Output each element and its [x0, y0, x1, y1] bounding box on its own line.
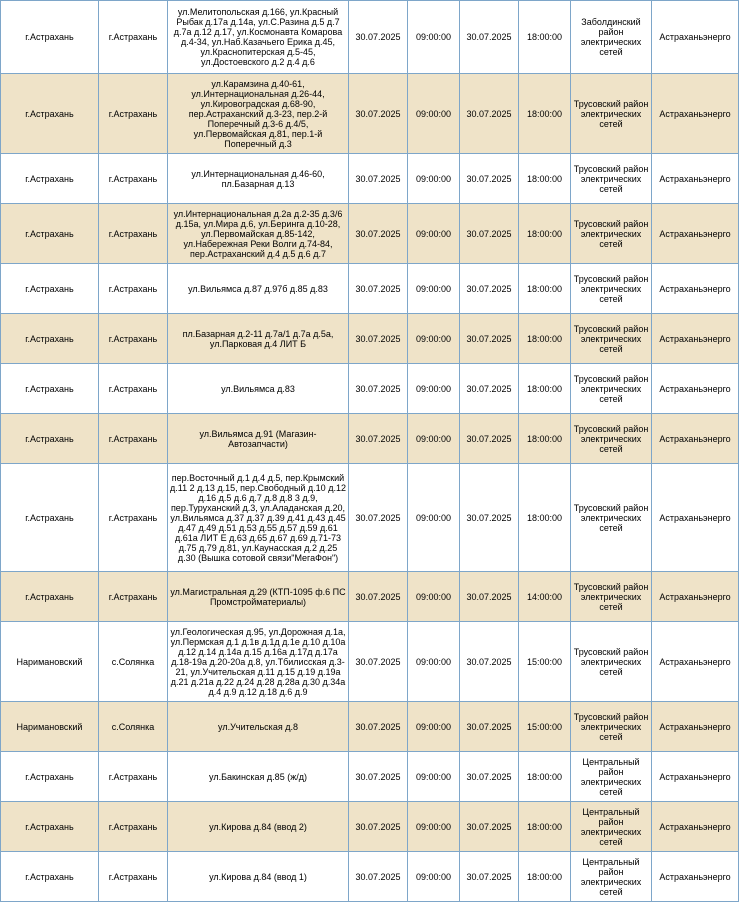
address-cell: ул.Вильямса д.87 д.97б д.85 д.83 — [168, 264, 349, 314]
network-cell: Центральный район электрических сетей — [571, 802, 652, 852]
start-time-cell: 09:00:00 — [408, 204, 460, 264]
network-cell: Трусовский район электрических сетей — [571, 364, 652, 414]
end-time-cell: 18:00:00 — [519, 464, 571, 572]
end-date-cell: 30.07.2025 — [460, 1, 519, 74]
end-date-cell: 30.07.2025 — [460, 752, 519, 802]
organization-cell: Астраханьэнерго — [652, 572, 739, 622]
start-time-cell: 09:00:00 — [408, 74, 460, 154]
network-cell: Трусовский район электрических сетей — [571, 464, 652, 572]
district-cell: г.Астрахань — [1, 264, 99, 314]
start-time-cell: 09:00:00 — [408, 1, 460, 74]
table-row — [1, 74, 739, 154]
network-cell: Трусовский район электрических сетей — [571, 204, 652, 264]
end-time-cell: 18:00:00 — [519, 314, 571, 364]
table-row — [1, 752, 739, 802]
table-row — [1, 154, 739, 204]
district-cell: г.Астрахань — [1, 74, 99, 154]
organization-cell: Астраханьэнерго — [652, 364, 739, 414]
network-cell: Заболдинский район электрических сетей — [571, 1, 652, 74]
start-time-cell: 09:00:00 — [408, 364, 460, 414]
start-time-cell: 09:00:00 — [408, 752, 460, 802]
end-date-cell: 30.07.2025 — [460, 264, 519, 314]
start-time-cell: 09:00:00 — [408, 464, 460, 572]
district-cell: г.Астрахань — [1, 204, 99, 264]
end-time-cell: 18:00:00 — [519, 802, 571, 852]
start-date-cell: 30.07.2025 — [349, 752, 408, 802]
start-time-cell: 09:00:00 — [408, 414, 460, 464]
start-time-cell: 09:00:00 — [408, 622, 460, 702]
start-date-cell: 30.07.2025 — [349, 414, 408, 464]
address-cell: ул.Кирова д.84 (ввод 1) — [168, 852, 349, 902]
organization-cell: Астраханьэнерго — [652, 74, 739, 154]
district-cell: г.Астрахань — [1, 1, 99, 74]
end-date-cell: 30.07.2025 — [460, 852, 519, 902]
start-time-cell: 09:00:00 — [408, 802, 460, 852]
district-cell: г.Астрахань — [1, 314, 99, 364]
locality-cell: г.Астрахань — [99, 264, 168, 314]
table-row — [1, 852, 739, 902]
table-row — [1, 464, 739, 572]
district-cell: г.Астрахань — [1, 154, 99, 204]
district-cell: г.Астрахань — [1, 364, 99, 414]
organization-cell: Астраханьэнерго — [652, 464, 739, 572]
end-time-cell: 18:00:00 — [519, 752, 571, 802]
district-cell: г.Астрахань — [1, 414, 99, 464]
start-date-cell: 30.07.2025 — [349, 1, 408, 74]
locality-cell: г.Астрахань — [99, 852, 168, 902]
end-time-cell: 15:00:00 — [519, 702, 571, 752]
start-date-cell: 30.07.2025 — [349, 154, 408, 204]
locality-cell: г.Астрахань — [99, 572, 168, 622]
address-cell: пер.Восточный д.1 д.4 д.5, пер.Крымский д.11 2 д.13 д.15, пер.Свободный д.10 д.12 д.16 д.5 д.6 д.7 д.8 д.8 3 д.9, пер.Туруханский д.3, ул.Аладанская д.20, ул.Вильямса д.37 д.37 д.39 д.41 д.43 д.45 д.47 д.49 д.51 д.53 д.55 д.57 д.59 д.61 д.61а ЛИТ Е д.63 д.65 д.67 д.69 д.71-73 д.75 д.79 д.81, ул.Каунасская д.2 д.25 д.30 (Вышка сотовой связи"МегаФон") — [168, 464, 349, 572]
table-row — [1, 314, 739, 364]
network-cell: Трусовский район электрических сетей — [571, 572, 652, 622]
organization-cell: Астраханьэнерго — [652, 314, 739, 364]
table-row — [1, 572, 739, 622]
start-date-cell: 30.07.2025 — [349, 314, 408, 364]
locality-cell: г.Астрахань — [99, 1, 168, 74]
organization-cell: Астраханьэнерго — [652, 622, 739, 702]
organization-cell: Астраханьэнерго — [652, 852, 739, 902]
address-cell: пл.Базарная д.2-11 д.7а/1 д.7а д.5а, ул.Парковая д.4 ЛИТ Б — [168, 314, 349, 364]
organization-cell: Астраханьэнерго — [652, 802, 739, 852]
network-cell: Трусовский район электрических сетей — [571, 314, 652, 364]
district-cell: Наримановский — [1, 622, 99, 702]
address-cell: ул.Кирова д.84 (ввод 2) — [168, 802, 349, 852]
organization-cell: Астраханьэнерго — [652, 702, 739, 752]
network-cell: Центральный район электрических сетей — [571, 852, 652, 902]
network-cell: Центральный район электрических сетей — [571, 752, 652, 802]
address-cell: ул.Карамзина д.40-61, ул.Интернациональная д.26-44, ул.Кировоградская д.68-90, пер.Астраханский д.3-23, пер.2-й Поперечный д.3-6 д.4/5, ул.Первомайская д.81, пер.1-й Поперечный д.3 — [168, 74, 349, 154]
end-date-cell: 30.07.2025 — [460, 204, 519, 264]
district-cell: Наримановский — [1, 702, 99, 752]
locality-cell: г.Астрахань — [99, 752, 168, 802]
end-date-cell: 30.07.2025 — [460, 364, 519, 414]
start-date-cell: 30.07.2025 — [349, 74, 408, 154]
locality-cell: г.Астрахань — [99, 314, 168, 364]
end-time-cell: 14:00:00 — [519, 572, 571, 622]
address-cell: ул.Магистральная д.29 (КТП-1095 ф.6 ПС Промстройматериалы) — [168, 572, 349, 622]
organization-cell: Астраханьэнерго — [652, 264, 739, 314]
start-time-cell: 09:00:00 — [408, 702, 460, 752]
locality-cell: г.Астрахань — [99, 74, 168, 154]
start-time-cell: 09:00:00 — [408, 154, 460, 204]
network-cell: Трусовский район электрических сетей — [571, 414, 652, 464]
end-time-cell: 18:00:00 — [519, 204, 571, 264]
end-date-cell: 30.07.2025 — [460, 314, 519, 364]
address-cell: ул.Бакинская д.85 (ж/д) — [168, 752, 349, 802]
address-cell: ул.Учительская д.8 — [168, 702, 349, 752]
end-time-cell: 18:00:00 — [519, 74, 571, 154]
locality-cell: г.Астрахань — [99, 364, 168, 414]
district-cell: г.Астрахань — [1, 802, 99, 852]
start-date-cell: 30.07.2025 — [349, 852, 408, 902]
end-time-cell: 18:00:00 — [519, 154, 571, 204]
district-cell: г.Астрахань — [1, 464, 99, 572]
end-date-cell: 30.07.2025 — [460, 414, 519, 464]
start-date-cell: 30.07.2025 — [349, 204, 408, 264]
start-time-cell: 09:00:00 — [408, 264, 460, 314]
network-cell: Трусовский район электрических сетей — [571, 702, 652, 752]
start-time-cell: 09:00:00 — [408, 314, 460, 364]
end-date-cell: 30.07.2025 — [460, 572, 519, 622]
locality-cell: г.Астрахань — [99, 802, 168, 852]
address-cell: ул.Мелитопольская д.166, ул.Красный Рыбак д.17а д.14а, ул.С.Разина д.5 д.7 д.7а д.12 д.17, ул.Космонавта Комарова д.4-34, ул.Наб.Казачьего Ерика д.45, ул.Краснопитерская д.5-45, ул.Достоевского д.2 д.4 д.6 — [168, 1, 349, 74]
table-row — [1, 264, 739, 314]
organization-cell: Астраханьэнерго — [652, 752, 739, 802]
network-cell: Трусовский район электрических сетей — [571, 264, 652, 314]
start-date-cell: 30.07.2025 — [349, 264, 408, 314]
end-date-cell: 30.07.2025 — [460, 702, 519, 752]
locality-cell: г.Астрахань — [99, 464, 168, 572]
address-cell: ул.Геологическая д.95, ул.Дорожная д.1а, ул.Пермская д.1 д.1в д.1д д.1е д.10 д.10а д.12 д.14 д.14а д.15 д.16а д.17д д.17а д.18-19а д.20-20а д.8, ул.Тбилисская д.3-21, ул.Учительская д.11 д.15 д.19 д.19а д.21 д.21а д.22 д.24 д.28 д.28а д.30 д.34а д.4 д.9 д.12 д.18 д.6 д.9 — [168, 622, 349, 702]
table-row — [1, 702, 739, 752]
network-cell: Трусовский район электрических сетей — [571, 622, 652, 702]
address-cell: ул.Интернациональная д.2а д.2-35 д.3/6 д.15а, ул.Мира д.6, ул.Беринга д.10-28, ул.Первомайская д.85-142, ул.Набережная Реки Волги д.74-84, пер.Астраханский д.4 д.5 д.6 д.7 — [168, 204, 349, 264]
start-date-cell: 30.07.2025 — [349, 464, 408, 572]
locality-cell: с.Солянка — [99, 622, 168, 702]
organization-cell: Астраханьэнерго — [652, 1, 739, 74]
end-date-cell: 30.07.2025 — [460, 74, 519, 154]
end-time-cell: 18:00:00 — [519, 852, 571, 902]
organization-cell: Астраханьэнерго — [652, 154, 739, 204]
organization-cell: Астраханьэнерго — [652, 204, 739, 264]
end-date-cell: 30.07.2025 — [460, 622, 519, 702]
locality-cell: г.Астрахань — [99, 414, 168, 464]
locality-cell: г.Астрахань — [99, 154, 168, 204]
address-cell: ул.Интернациональная д.46-60, пл.Базарная д.13 — [168, 154, 349, 204]
start-date-cell: 30.07.2025 — [349, 622, 408, 702]
locality-cell: г.Астрахань — [99, 204, 168, 264]
end-date-cell: 30.07.2025 — [460, 802, 519, 852]
district-cell: г.Астрахань — [1, 752, 99, 802]
start-date-cell: 30.07.2025 — [349, 802, 408, 852]
address-cell: ул.Вильямса д.91 (Магазин-Автозапчасти) — [168, 414, 349, 464]
table-row — [1, 364, 739, 414]
end-time-cell: 18:00:00 — [519, 364, 571, 414]
network-cell: Трусовский район электрических сетей — [571, 154, 652, 204]
end-time-cell: 15:00:00 — [519, 622, 571, 702]
end-time-cell: 18:00:00 — [519, 264, 571, 314]
organization-cell: Астраханьэнерго — [652, 414, 739, 464]
start-date-cell: 30.07.2025 — [349, 572, 408, 622]
end-date-cell: 30.07.2025 — [460, 464, 519, 572]
end-time-cell: 18:00:00 — [519, 414, 571, 464]
locality-cell: с.Солянка — [99, 702, 168, 752]
table-row — [1, 622, 739, 702]
district-cell: г.Астрахань — [1, 852, 99, 902]
start-time-cell: 09:00:00 — [408, 572, 460, 622]
district-cell: г.Астрахань — [1, 572, 99, 622]
end-date-cell: 30.07.2025 — [460, 154, 519, 204]
start-date-cell: 30.07.2025 — [349, 702, 408, 752]
start-time-cell: 09:00:00 — [408, 852, 460, 902]
table-row — [1, 414, 739, 464]
start-date-cell: 30.07.2025 — [349, 364, 408, 414]
end-time-cell: 18:00:00 — [519, 1, 571, 74]
table-row — [1, 802, 739, 852]
network-cell: Трусовский район электрических сетей — [571, 74, 652, 154]
table-row — [1, 204, 739, 264]
table-row — [1, 1, 739, 74]
address-cell: ул.Вильямса д.83 — [168, 364, 349, 414]
